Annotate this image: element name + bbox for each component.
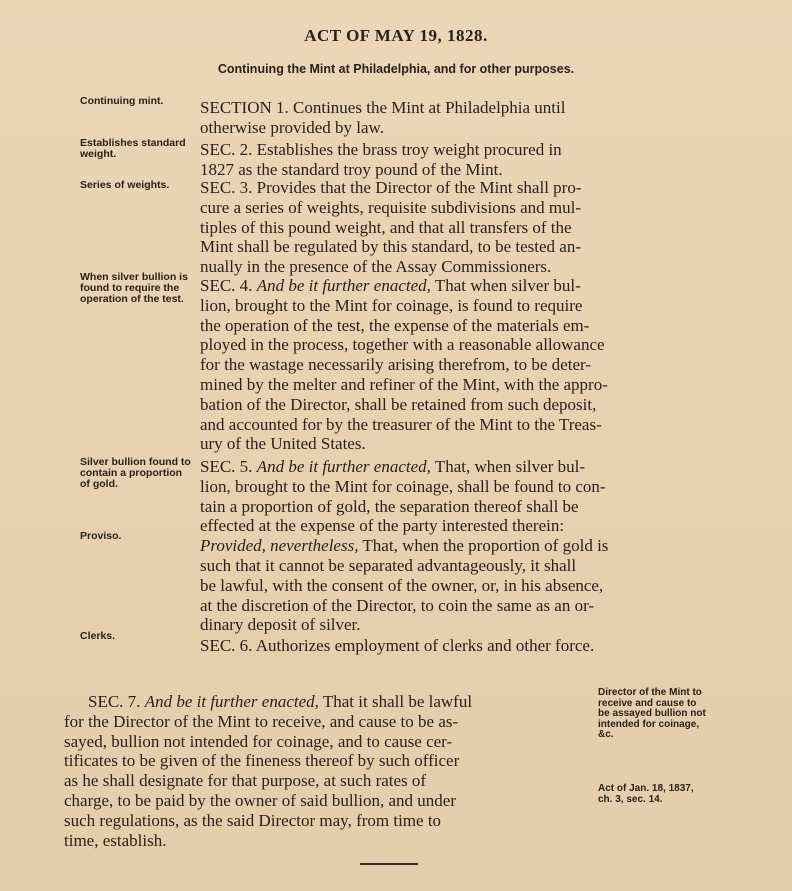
section-5-label: SEC. 5. [200,457,253,476]
section-7-label: SEC. 7. [88,692,141,711]
section-7-line: sayed, bullion not intended for coinage, and to cause cer- [64,731,453,751]
section-3-line: SEC. 3. Provides that the Director of the Mint shall pro- [200,178,582,197]
section-2 [200,140,740,180]
section-7-line: time, establish. [64,830,167,850]
section-7-line: for the Director of the Mint to receive, and cause to be as- [64,711,459,731]
margin-note-director-receive: Director of the Mint to receive and cause to be assayed bullion not intended for coinage, &c. [598,687,706,740]
section-5-line: That, when silver bul- [434,457,585,476]
margin-note-clerks: Clerks. [80,630,116,642]
section-5-line: be lawful, with the consent of the owner, or, in his absence, [200,575,604,595]
closing-rule [360,863,418,865]
margin-note-proviso: Proviso. [80,530,122,542]
act-subtitle: Continuing the Mint at Philadelphia, and for other purposes. [217,62,575,76]
section-4-line: lion, brought to the Mint for coinage, is found to require [200,295,583,315]
section-7-line: as he shall designate for that purpose, at such rates of [64,771,427,791]
margin-note-act-1837: Act of Jan. 18, 1837, ch. 3, sec. 14. [598,783,694,805]
section-4 [200,276,740,454]
section-7-line: such regulations, as the said Director may, from time to [64,810,442,830]
section-4-line: for the wastage necessarily arising therefrom, to be deter- [200,355,591,375]
section-4-first-line [200,276,740,296]
section-5-line: such that it cannot be separated advantageously, it shall [200,555,577,575]
section-7-line: That it shall be lawful [322,692,473,711]
section-6 [200,636,740,656]
section-2-line: 1827 as the standard troy pound of the Mint. [200,159,503,179]
section-4-line: the operation of the test, the expense of the materials em- [200,315,590,335]
section-3-line: nually in the presence of the Assay Commissioners. [200,257,552,277]
section-5-line: lion, brought to the Mint for coinage, shall be found to con- [200,476,606,496]
section-5-proviso-clause: Provided, nevertheless, [200,536,359,556]
section-2-line: SEC. 2. Establishes the brass troy weight procured in [200,140,562,159]
section-5 [200,457,740,635]
section-3 [200,178,740,277]
section-5-line: effected at the expense of the party interested therein: [200,516,565,536]
section-4-line: ployed in the process, together with a reasonable allowance [200,335,605,355]
section-1 [200,98,740,138]
section-3-line: cure a series of weights, requisite subdivisions and mul- [200,197,582,217]
section-6-line: SEC. 6. Authorizes employment of clerks and other force. [200,636,595,655]
margin-note-silver-gold: Silver bullion found to contain a proportion of gold. [80,456,191,490]
section-5-first-line [200,457,740,477]
margin-note-continuing-mint: Continuing mint. [80,95,164,107]
section-5-proviso-first-line [200,536,740,556]
section-4-enacting-clause: And be it further enacted, [256,276,431,295]
margin-note-series-of-weights: Series of weights. [80,179,170,191]
section-4-label: SEC. 4. [200,276,253,295]
margin-note-standard-weight: Establishes standard weight. [80,137,186,160]
section-3-line: Mint shall be regulated by this standard, to be tested an- [200,237,581,257]
section-7-line: tificates to be given of the fineness thereof by such officer [64,751,460,771]
section-4-line: ury of the United States. [200,434,366,454]
section-5-line: tain a proportion of gold, the separation thereof shall be [200,496,579,516]
section-7-enacting-clause: And be it further enacted, [144,692,319,711]
section-1-line: SECTION 1. Continues the Mint at Philadelphia until [200,98,566,117]
section-1-line: otherwise provided by law. [200,117,384,137]
section-5-line: dinary deposit of silver. [200,615,361,635]
section-7 [64,692,594,850]
section-7-first-line [64,692,594,712]
section-5-line: at the discretion of the Director, to coin the same as an or- [200,595,595,615]
section-3-line: tiples of this pound weight, and that all transfers of the [200,217,572,237]
section-5-enacting-clause: And be it further enacted, [256,457,431,476]
section-4-line: That when silver bul- [434,276,581,295]
act-title: ACT OF MAY 19, 1828. [304,26,488,45]
margin-note-silver-test: When silver bullion is found to require the operation of the test. [80,271,188,305]
section-4-line: mined by the melter and refiner of the Mint, with the appro- [200,374,608,394]
section-4-line: and accounted for by the treasurer of the Mint to the Treas- [200,414,602,434]
section-5-line: That, when the proportion of gold is [362,536,609,556]
section-4-line: bation of the Director, shall be retained from such deposit, [200,394,597,414]
section-7-line: charge, to be paid by the owner of said bullion, and under [64,790,456,810]
